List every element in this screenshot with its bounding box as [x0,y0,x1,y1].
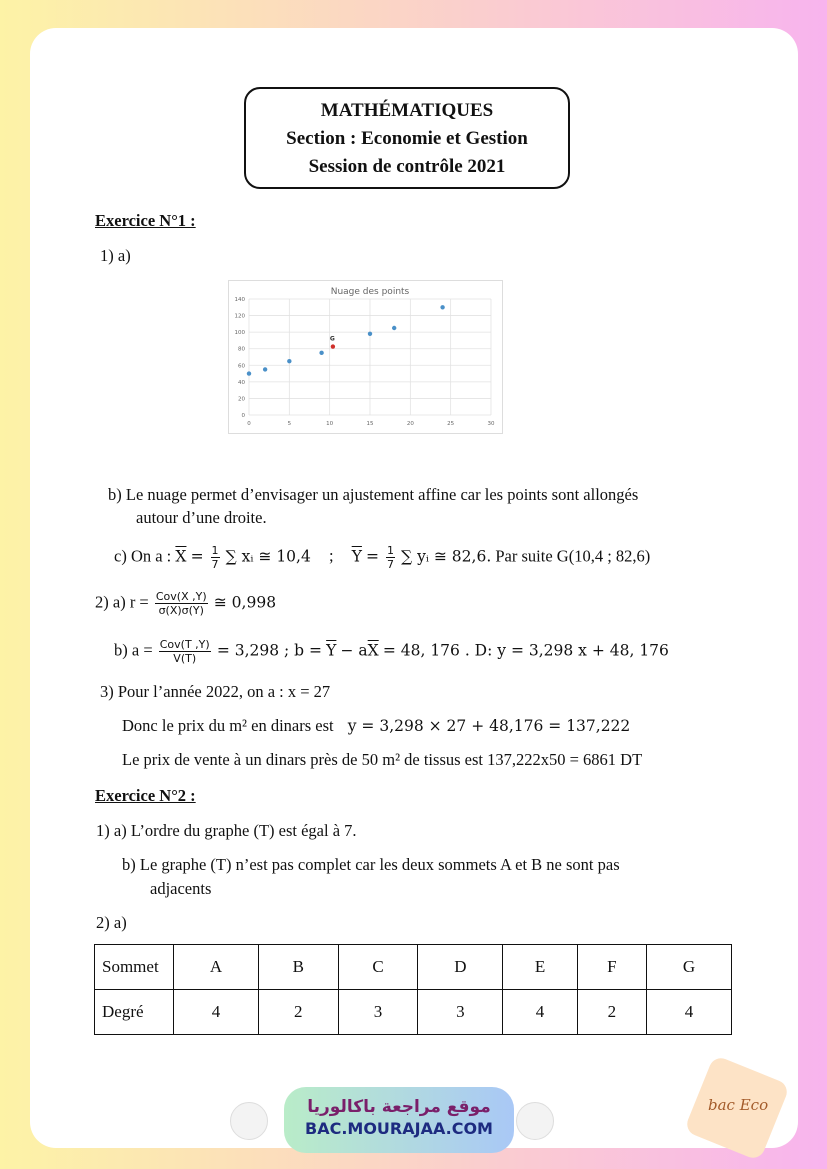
q1c-line: c) On a : $\overline{X}$ = $\frac{1}{7}$ ∑ xᵢ ≅ 10,4 ; $\overline{Y}$ = $\frac{1}{7}$ ∑ yᵢ ≅ 82,6. Par suite G(10,4 ; 82,6) [114,544,651,571]
data-point [319,351,323,355]
bac-eco-label: bac Eco [708,1096,769,1114]
table-row [95,990,732,1035]
table-cell: E [503,945,577,990]
ex2-q1b-line2: adjacents [150,879,212,898]
x-tick-label: 25 [447,421,455,427]
table-cell: 4 [503,990,577,1035]
header-section: Section : Economie et Gestion [286,128,528,149]
table-cell: 4 [174,990,259,1035]
site-url: BAC.MOURAJAA.COM [305,1119,493,1138]
table-cell: A [174,945,259,990]
q2a-line: 2) a) r = $\frac{\text{Cov(X ,Y)}}{\sigma(X)\sigma(Y)}$ ≅ 0,998 [95,590,277,617]
header-subject: MATHÉMATIQUES [320,100,494,121]
q3-line1: 3) Pour l’année 2022, on a : x = 27 [100,682,331,701]
data-point [368,332,372,336]
table-cell: 3 [338,990,418,1035]
y-tick-label: 60 [238,363,245,370]
y-tick-label: 120 [234,313,245,320]
q1c-prefix: c) On a : [114,546,172,566]
exercise1-title: Exercice N°1 : [95,211,196,230]
x-tick-label: 15 [366,421,374,427]
data-point [392,326,396,330]
y-tick-label: 100 [234,330,245,337]
x-tick-label: 10 [326,421,334,427]
data-point [440,305,444,309]
table-cell: 2 [258,990,338,1035]
table-row [95,945,732,990]
q3-line3: Le prix de vente à un dinars près de 50 m² de tissus est 137,222x50 = 6861 DT [122,750,643,769]
y-tick-label: 20 [238,396,245,403]
exercise2-title: Exercice N°2 : [95,786,196,805]
table-cell: C [338,945,418,990]
g-point-label: G [329,335,335,343]
y-tick-label: 0 [241,413,245,419]
fraction-one-seventh-2: $\frac{1}{7}$ [386,544,394,571]
table-cell: F [577,945,646,990]
chart-title: Nuage des points [330,287,410,297]
site-logo-icon [230,1102,268,1140]
y-tick-label: 140 [234,297,245,303]
g-point-text: Par suite G(10,4 ; 82,6) [495,546,651,566]
q1a-label: 1) a) [100,246,131,265]
ex2-q2a: 2) a) [96,913,127,932]
table-cell: B [258,945,338,990]
header-box [244,87,570,189]
table-cell: 3 [418,990,503,1035]
table-cell: 2 [577,990,646,1035]
y-tick-label: 80 [238,346,245,353]
q1b-line2: autour d’une droite. [136,508,267,527]
scatter-chart [228,280,503,434]
table-cell: 4 [647,990,732,1035]
y-bar: $\overline{Y}$ [351,547,362,566]
x-bar: $\overline{X}$ [175,547,187,566]
header-session: Session de contrôle 2021 [308,156,506,177]
x-tick-label: 5 [287,421,292,427]
q2b-line: b) a = $\frac{\text{Cov(T ,Y)}}{V(T)}$ = 3,298 ; $b = \overline{Y} - a\overline{X} = 48$, 176 . D: y = 3,298 x + 48, 176 [114,638,669,665]
table-header-cell: Sommet [95,945,174,990]
data-point [247,371,251,375]
data-point [287,359,291,363]
x-mean: ∑ xᵢ ≅ 10,4 [225,547,311,566]
x-tick-label: 30 [487,421,495,427]
table-header-cell: Degré [95,990,174,1035]
fraction-one-seventh: $\frac{1}{7}$ [211,544,219,571]
site-arabic-name: موقع مراجعة باكالوريا [307,1097,491,1117]
table-cell: D [418,945,503,990]
ex2-q1a: 1) a) L’ordre du graphe (T) est égal à 7. [96,821,357,840]
q3-line2: Donc le prix du m² en dinars est y = 3,298 × 27 + 48,176 = 137,222 [122,716,631,735]
degree-table [94,944,732,1035]
q1b-line1: b) Le nuage permet d’envisager un ajustement affine car les points sont allongés [108,485,639,504]
x-tick-label: 20 [406,421,414,427]
x-tick-label: 0 [247,421,251,427]
y-tick-label: 40 [238,379,245,386]
data-point [263,367,267,371]
ex2-q1b-line1: b) Le graphe (T) n’est pas complet car les deux sommets A et B ne sont pas [122,855,620,874]
table-cell: G [647,945,732,990]
y-mean: ∑ yᵢ ≅ 82,6. [401,547,492,566]
site-link[interactable] [284,1087,514,1153]
g-point [331,344,335,348]
site-logo-icon [516,1102,554,1140]
